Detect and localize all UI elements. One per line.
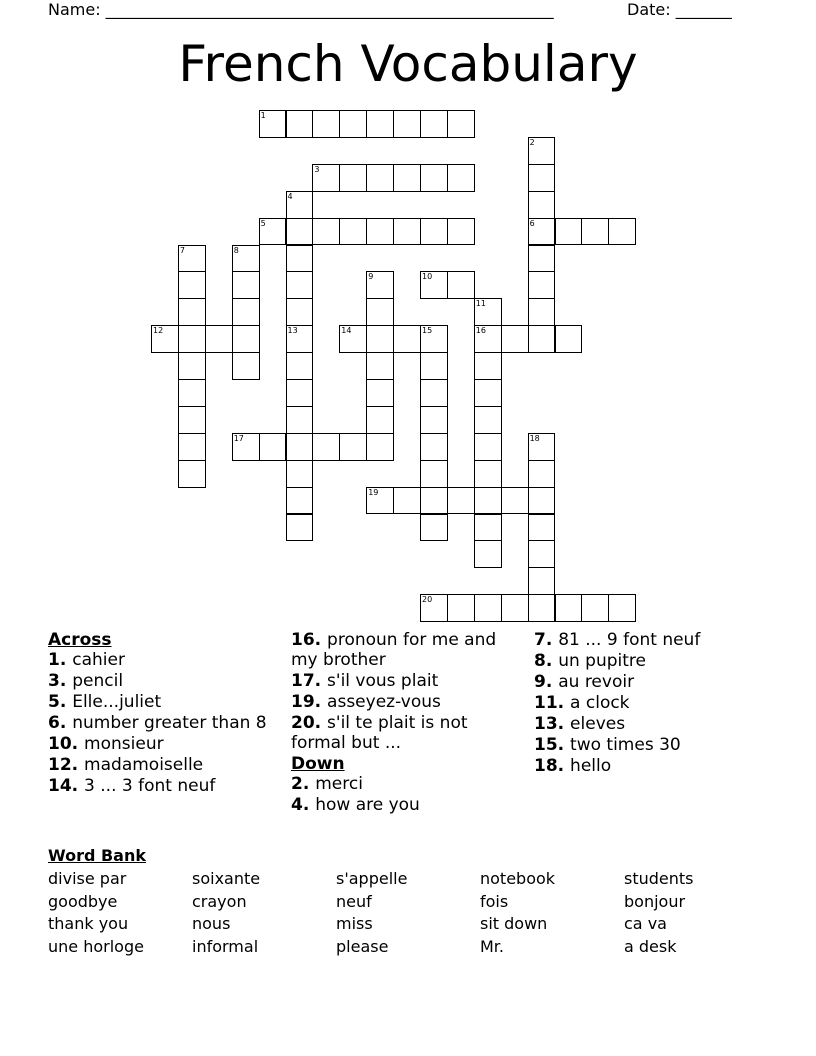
word-bank-item: fois (480, 891, 509, 911)
clue-label: 19. (291, 692, 328, 712)
grid-cell[interactable] (581, 594, 609, 622)
clue-label: 12. (48, 755, 85, 775)
clue-text: merci (315, 774, 363, 794)
clue-text: 81 ... 9 font neuf (558, 630, 701, 650)
clues-column-2 (291, 630, 516, 816)
clue-number: 6 (529, 218, 535, 228)
clue-number: 5 (260, 218, 266, 228)
grid-cell[interactable] (420, 352, 448, 380)
grid-cell[interactable] (528, 460, 556, 488)
grid-cell[interactable] (420, 487, 448, 515)
grid-cell[interactable] (420, 433, 448, 461)
clue (291, 774, 516, 794)
clue-text: asseyez-vous (327, 692, 441, 712)
grid-cell[interactable] (366, 110, 394, 138)
word-bank-item: neuf (336, 891, 372, 911)
clue (291, 795, 516, 815)
grid-cell[interactable] (366, 164, 394, 192)
word-bank-item: goodbye (48, 891, 118, 911)
grid-cell[interactable] (286, 110, 314, 138)
grid-cell[interactable] (339, 164, 367, 192)
clue (534, 693, 759, 713)
clue (48, 713, 273, 733)
grid-cell[interactable] (393, 325, 421, 353)
grid-cell[interactable] (286, 433, 314, 461)
grid-cell[interactable] (232, 271, 260, 299)
grid-cell[interactable] (366, 406, 394, 434)
clue-label: 9. (534, 672, 559, 692)
clue-label: 10. (48, 734, 85, 754)
clue-text: s'il vous plait (327, 671, 439, 691)
clue-text: un pupitre (558, 651, 646, 671)
clue-text: two times 30 (570, 735, 681, 755)
section-heading: Across (48, 630, 112, 650)
word-bank-item: thank you (48, 914, 129, 934)
grid-cell[interactable] (232, 352, 260, 380)
clue-number: 2 (529, 137, 535, 147)
word-bank-item: divise par (48, 869, 127, 888)
grid-cell[interactable] (474, 514, 502, 542)
grid-cell[interactable] (555, 218, 583, 246)
grid-cell[interactable] (447, 271, 475, 299)
word-bank-item: miss (336, 914, 373, 934)
grid-cell[interactable] (286, 298, 314, 326)
clue-text: number greater than 8 (72, 713, 267, 733)
clue (48, 734, 273, 754)
clue-label: 5. (48, 692, 73, 712)
grid-cell[interactable] (286, 379, 314, 407)
grid-cell[interactable] (555, 594, 583, 622)
grid-cell[interactable] (178, 406, 206, 434)
grid-cell[interactable] (312, 110, 340, 138)
grid-cell[interactable] (286, 514, 314, 542)
grid-cell[interactable] (178, 352, 206, 380)
grid-cell[interactable] (232, 325, 260, 353)
clue (534, 651, 759, 671)
grid-cell[interactable] (555, 325, 583, 353)
grid-cell[interactable] (474, 540, 502, 568)
clue-label: 20. (291, 713, 328, 733)
grid-cell[interactable] (528, 514, 556, 542)
grid-cell[interactable] (232, 298, 260, 326)
grid-cell[interactable] (528, 325, 556, 353)
grid-cell[interactable] (286, 245, 314, 273)
word-bank-item: informal (192, 936, 259, 956)
clue (291, 630, 516, 670)
grid-cell[interactable] (286, 460, 314, 488)
word-bank-item: please (336, 936, 389, 956)
clue-label: 2. (291, 774, 316, 794)
word-bank-item: ca va (624, 914, 667, 934)
grid-cell[interactable] (528, 164, 556, 192)
clue-label: 6. (48, 713, 73, 733)
grid-cell[interactable] (528, 271, 556, 299)
clue-label: 7. (534, 630, 559, 650)
clue-label: 8. (534, 651, 559, 671)
clue (291, 671, 516, 691)
clue (48, 692, 273, 712)
grid-cell[interactable] (393, 164, 421, 192)
clue-number: 18 (529, 433, 540, 443)
clue-label: 16. (291, 630, 328, 650)
clue-text: monsieur (84, 734, 164, 754)
grid-cell[interactable] (366, 433, 394, 461)
clue (534, 735, 759, 755)
grid-cell[interactable] (474, 433, 502, 461)
grid-cell[interactable] (420, 110, 448, 138)
clue-number: 13 (287, 326, 298, 336)
grid-cell[interactable] (339, 110, 367, 138)
grid-cell[interactable] (393, 218, 421, 246)
grid-cell[interactable] (393, 487, 421, 515)
grid-cell[interactable] (528, 487, 556, 515)
clue-label: 15. (534, 735, 571, 755)
word-bank-item: notebook (480, 869, 556, 888)
clue-text: how are you (315, 795, 420, 815)
grid-cell[interactable] (608, 594, 636, 622)
grid-cell[interactable] (178, 298, 206, 326)
clue (534, 672, 759, 692)
word-bank-item: nous (192, 914, 231, 934)
grid-cell[interactable] (420, 514, 448, 542)
grid-cell[interactable] (420, 460, 448, 488)
clue-number: 1 (260, 111, 266, 120)
grid-cell[interactable] (366, 298, 394, 326)
word-bank-item: une horloge (48, 936, 144, 956)
grid-cell[interactable] (366, 379, 394, 407)
clue-number: 14 (341, 326, 352, 336)
grid-cell[interactable] (286, 487, 314, 515)
grid-cell[interactable] (528, 298, 556, 326)
word-bank-item: Mr. (480, 936, 504, 956)
grid-cell[interactable] (474, 406, 502, 434)
grid-cell[interactable] (178, 379, 206, 407)
grid-cell[interactable] (420, 379, 448, 407)
grid-cell[interactable] (420, 218, 448, 246)
grid-cell[interactable] (474, 379, 502, 407)
grid-cell[interactable] (366, 325, 394, 353)
grid-cell[interactable] (286, 352, 314, 380)
clue-label: 3. (48, 671, 73, 691)
clue-number: 17 (233, 433, 244, 443)
grid-cell[interactable] (366, 352, 394, 380)
clue-number: 7 (179, 245, 185, 255)
grid-cell[interactable] (501, 594, 529, 622)
grid-cell[interactable] (528, 191, 556, 219)
date-line: Date: _______ (627, 0, 732, 19)
clue-number: 10 (422, 272, 433, 282)
grid-cell[interactable] (447, 594, 475, 622)
clue (291, 713, 516, 753)
word-bank (48, 868, 768, 958)
clue-text: s'il te plait is not formal but ... (291, 713, 468, 753)
grid-cell[interactable] (447, 487, 475, 515)
clue-label: 1. (48, 650, 73, 670)
grid-cell[interactable] (474, 460, 502, 488)
grid-cell[interactable] (501, 325, 529, 353)
word-bank-item: soixante (192, 869, 261, 888)
clues-column-3 (534, 630, 759, 777)
section-heading: Down (291, 754, 345, 774)
clue-label: 18. (534, 756, 571, 776)
clue-text: Elle...juliet (72, 692, 162, 712)
clue (48, 755, 273, 775)
clue-number: 9 (368, 272, 374, 282)
clues-column-1 (48, 630, 273, 797)
page-title: French Vocabulary (178, 35, 638, 93)
grid-cell[interactable] (528, 540, 556, 568)
clue-label: 17. (291, 671, 328, 691)
clue-number: 19 (368, 487, 379, 497)
word-bank-item: bonjour (624, 891, 686, 911)
grid-cell[interactable] (393, 110, 421, 138)
word-bank-item: sit down (480, 914, 548, 934)
clue-number: 3 (314, 164, 320, 174)
grid-cell[interactable] (205, 325, 233, 353)
clue-number: 8 (233, 245, 239, 255)
clue-text: pencil (72, 671, 124, 691)
clue (534, 630, 759, 650)
clue-text: au revoir (558, 672, 635, 692)
clue-text: cahier (72, 650, 125, 670)
clue-label: 11. (534, 693, 571, 713)
clue (534, 756, 759, 776)
grid-cell[interactable] (528, 567, 556, 595)
grid-cell[interactable] (528, 594, 556, 622)
clue-label: 4. (291, 795, 316, 815)
clue-text: eleves (570, 714, 626, 734)
grid-cell[interactable] (286, 406, 314, 434)
word-bank-item: a desk (624, 936, 677, 956)
clue (48, 776, 273, 796)
grid-cell[interactable] (420, 164, 448, 192)
grid-cell[interactable] (312, 218, 340, 246)
grid-cell[interactable] (447, 218, 475, 246)
grid-cell[interactable] (501, 487, 529, 515)
grid-cell[interactable] (178, 460, 206, 488)
grid-cell[interactable] (178, 433, 206, 461)
clue (48, 671, 273, 691)
word-bank-item: students (624, 869, 694, 888)
clue-number: 11 (475, 299, 486, 309)
clue-text: a clock (570, 693, 630, 713)
grid-cell[interactable] (178, 271, 206, 299)
grid-cell[interactable] (312, 433, 340, 461)
grid-cell[interactable] (286, 271, 314, 299)
clue-text: hello (570, 756, 612, 776)
grid-cell[interactable] (420, 406, 448, 434)
clue-number: 15 (422, 326, 433, 336)
grid-cell[interactable] (339, 218, 367, 246)
clue (534, 714, 759, 734)
clue-text: pronoun for me and my brother (291, 630, 497, 670)
clue-number: 16 (475, 326, 486, 336)
clue-text: madamoiselle (84, 755, 204, 775)
grid-cell[interactable] (339, 433, 367, 461)
word-bank-item: crayon (192, 891, 247, 911)
word-bank-item: s'appelle (336, 869, 408, 888)
name-line: Name: ________________________________________________________ (48, 0, 554, 19)
grid-cell[interactable] (528, 245, 556, 273)
grid-cell[interactable] (178, 325, 206, 353)
clue-number: 4 (287, 191, 293, 201)
grid-cell[interactable] (474, 594, 502, 622)
grid-cell[interactable] (286, 218, 314, 246)
grid-cell[interactable] (581, 218, 609, 246)
grid-cell[interactable] (259, 433, 287, 461)
word-bank-title: Word Bank (48, 846, 147, 865)
grid-cell[interactable] (366, 218, 394, 246)
clue-label: 13. (534, 714, 571, 734)
grid-cell[interactable] (447, 110, 475, 138)
grid-cell[interactable] (474, 352, 502, 380)
clue-number: 12 (153, 326, 164, 336)
clue (291, 692, 516, 712)
grid-cell[interactable] (447, 164, 475, 192)
clue-number: 20 (422, 595, 433, 605)
clue (48, 650, 273, 670)
grid-cell[interactable] (608, 218, 636, 246)
clue-label: 14. (48, 776, 85, 796)
clue-text: 3 ... 3 font neuf (84, 776, 216, 796)
grid-cell[interactable] (474, 487, 502, 515)
